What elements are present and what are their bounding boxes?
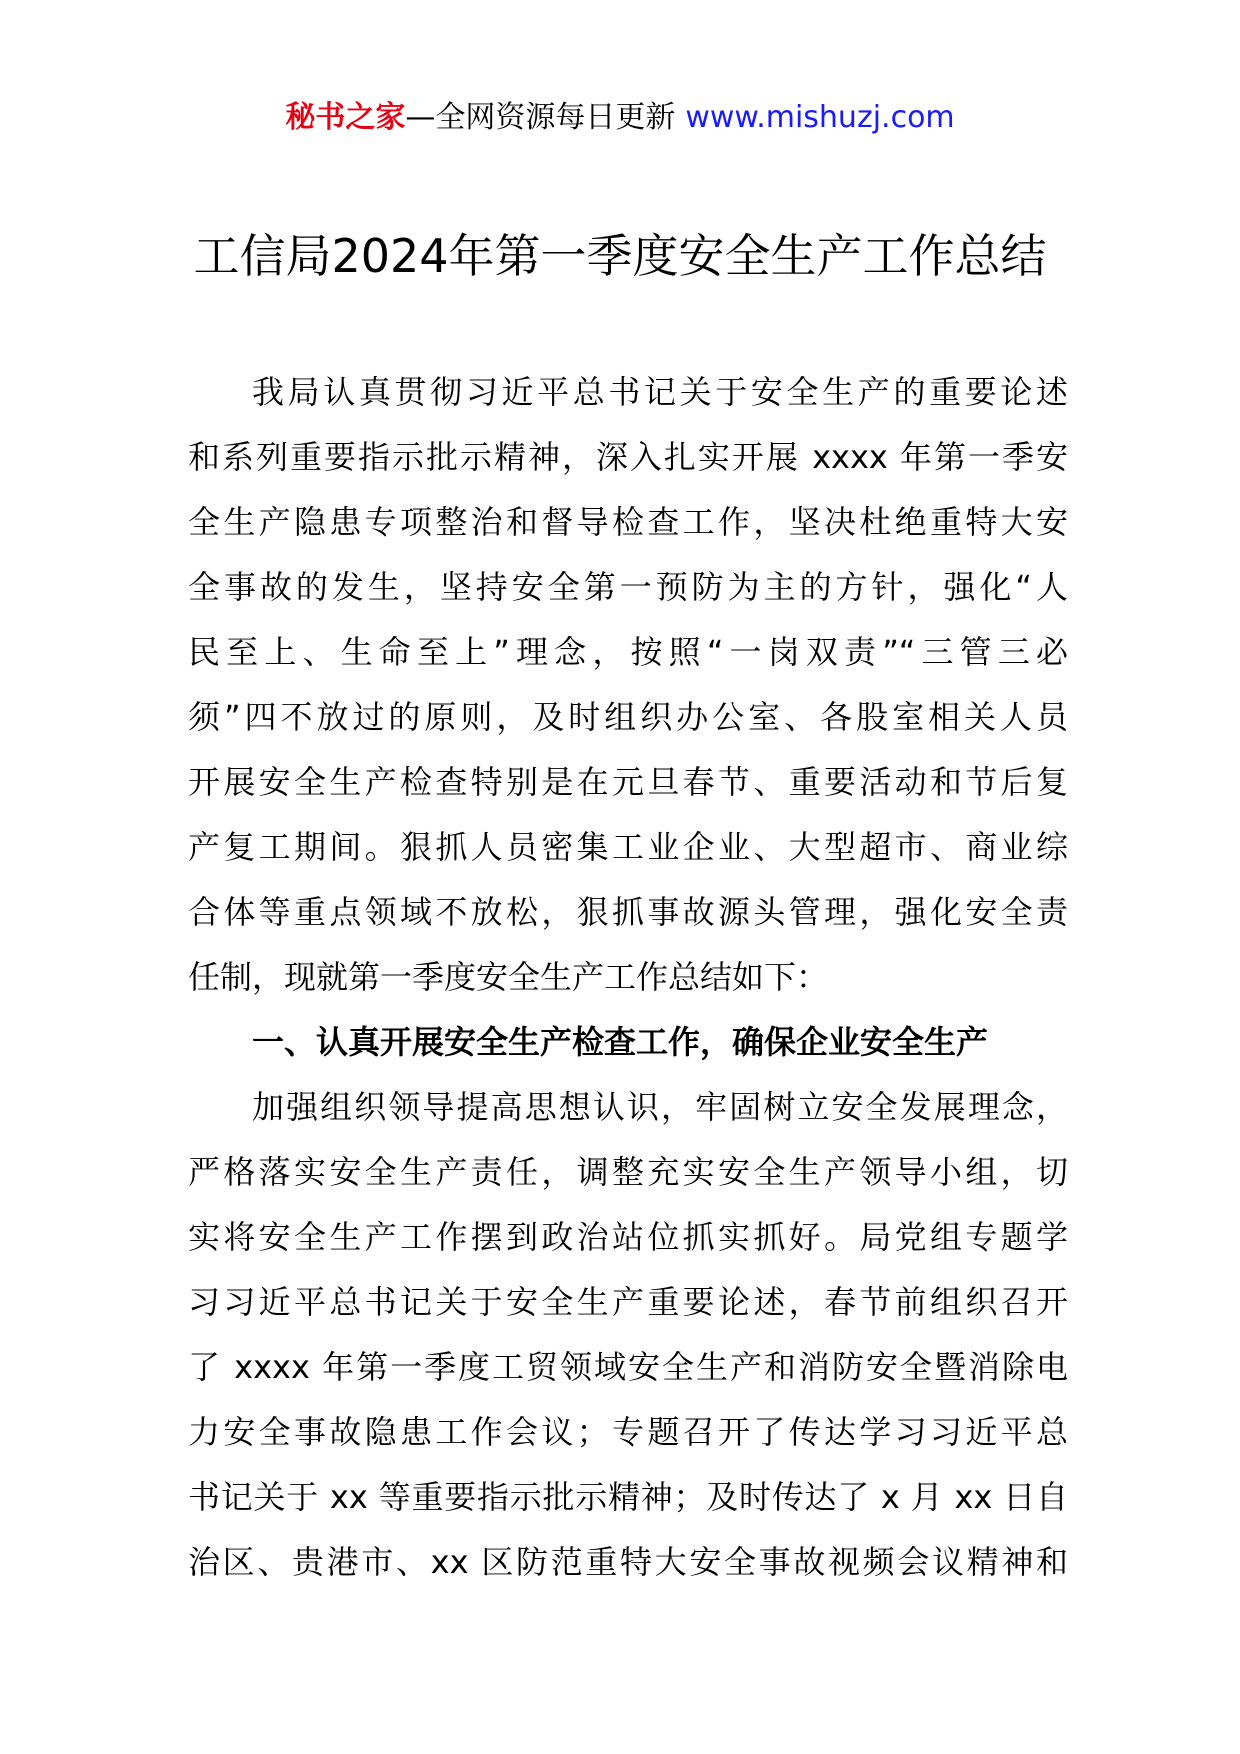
paragraph-line: 全生产隐患专项整治和督导检查工作，坚决杜绝重特大安 — [188, 503, 1068, 541]
paragraph-line: 合体等重点领域不放松，狠抓事故源头管理，强化安全责 — [188, 893, 1068, 931]
paragraph-line: 产复工期间。狠抓人员密集工业企业、大型超市、商业综 — [188, 828, 1068, 866]
paragraph-line: 我局认真贯彻习近平总书记关于安全生产的重要论述 — [252, 373, 1068, 411]
document-title: 工信局2024年第一季度安全生产工作总结 — [193, 229, 1047, 283]
paragraph-line: 全事故的发生，坚持安全第一预防为主的方针，强化“人 — [188, 568, 1068, 606]
paragraph-line: 习习近平总书记关于安全生产重要论述，春节前组织召开 — [188, 1283, 1068, 1321]
section-heading: 一、认真开展安全生产检查工作，确保企业安全生产 — [252, 1023, 989, 1061]
paragraph-line: 须”四不放过的原则，及时组织办公室、各股室相关人员 — [188, 698, 1068, 736]
site-header — [0, 98, 1240, 138]
header-tagline: —全网资源每日更新 — [405, 100, 676, 135]
paragraph-line: 书记关于 xx 等重要指示批示精神；及时传达了 x 月 xx 日自 — [188, 1478, 1068, 1516]
paragraph-line: 了 xxxx 年第一季度工贸领域安全生产和消防安全暨消除电 — [188, 1348, 1068, 1386]
paragraph-line: 严格落实安全生产责任，调整充实安全生产领导小组，切 — [188, 1153, 1068, 1191]
paragraph-line: 开展安全生产检查特别是在元旦春节、重要活动和节后复 — [188, 763, 1068, 801]
paragraph-line: 任制，现就第一季度安全生产工作总结如下： — [188, 958, 829, 996]
paragraph-line: 力安全事故隐患工作会议；专题召开了传达学习习近平总 — [188, 1413, 1068, 1451]
paragraph-line: 治区、贵港市、xx 区防范重特大安全事故视频会议精神和 — [188, 1543, 1068, 1581]
paragraph-line: 民至上、生命至上”理念，按照“一岗双责”“三管三必 — [188, 633, 1068, 671]
site-url-link[interactable]: www.mishuzj.com — [685, 100, 955, 135]
paragraph-line: 加强组织领导提高思想认识，牢固树立安全发展理念， — [252, 1088, 1068, 1126]
document-body — [188, 360, 1068, 1595]
paragraph-line: 实将安全生产工作摆到政治站位抓实抓好。局党组专题学 — [188, 1218, 1068, 1256]
brand-name: 秘书之家 — [285, 100, 406, 135]
paragraph-line: 和系列重要指示批示精神，深入扎实开展 xxxx 年第一季安 — [188, 438, 1068, 476]
